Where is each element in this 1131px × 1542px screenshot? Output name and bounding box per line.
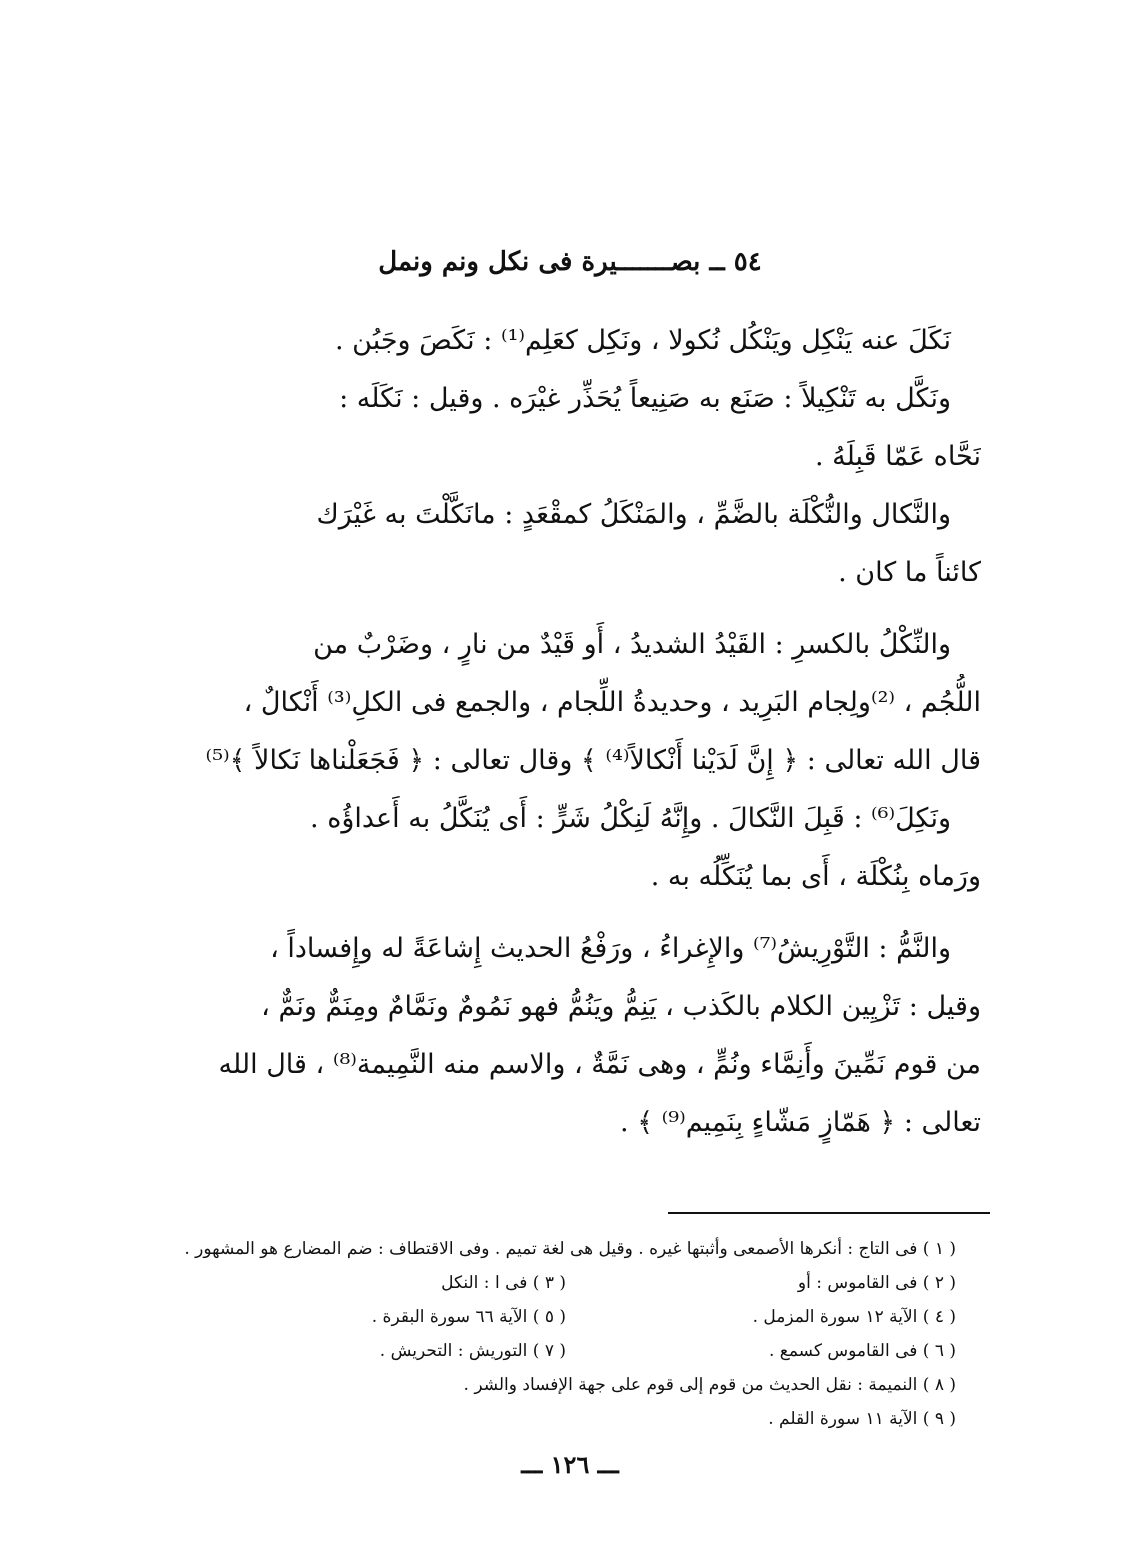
paragraph-line: نَحَّاه عَمّا قَبِلَهُ .: [814, 441, 981, 472]
footnote-7: ( ٧ ) التوريش : التحريش .: [379, 1341, 566, 1361]
footnote-row: [176, 1402, 956, 1436]
footnote-9: ( ٩ ) الآية ١١ سورة القلم .: [768, 1409, 956, 1429]
paragraph-line: ونَكَّل به تَنْكِيلاً : صَنَع به صَنِيعاً يُحَذِّر غيْرَه . وقيل : نَكَلَه :: [339, 383, 951, 414]
paragraph-line: اللُّجُم ، ⁽²⁾ولِجام البَرِيد ، وحديدةُ اللِّجام ، والجمع فى الكلِ⁽³⁾ أَنْكالٌ ،: [243, 687, 981, 718]
paragraph-line: قال الله تعالى : ﴿ إِنَّ لَدَيْنا أَنْكالاً⁽⁴⁾ ﴾ وقال تعالى : ﴿ فَجَعَلْناها نَكالاً ﴾⁽⁵⁾: [205, 745, 981, 776]
paragraph-line: ونَكِلَ⁽⁶⁾ : قَبِلَ النَّكالَ . وإِنَّهُ لَنِكْلُ شَرٍّ : أَى يُنَكَّلُ به أَعداؤُه .: [310, 803, 951, 834]
footnote-row: [176, 1334, 956, 1368]
footnote-5: ( ٥ ) الآية ٦٦ سورة البقرة .: [371, 1307, 566, 1327]
paragraph-line: كائناً ما كان .: [838, 557, 981, 588]
footnote-3: ( ٣ ) فى ا : النكل: [441, 1273, 566, 1293]
paragraph-line: نَكَلَ عنه يَنْكِل ويَنْكُل نُكولا ، ونَكِل كعَلِم⁽¹⁾ : نَكَصَ وجَبُن .: [335, 325, 951, 356]
footnote-6: ( ٦ ) فى القاموس كسمع .: [769, 1341, 956, 1361]
paragraph-line: ورَماه بِنُكْلَة ، أَى بما يُنَكِّلُه به .: [650, 861, 981, 892]
body-text: [136, 312, 981, 1152]
footnote-2: ( ٢ ) فى القاموس : أو: [797, 1273, 956, 1293]
footnote-row: [176, 1300, 956, 1334]
paragraph-line: والنَّمُّ : التَّوْرِيشُ⁽⁷⁾ والإِغراءُ ، ورَفْعُ الحديث إِشاعَةً له وإِفساداً ،: [270, 933, 951, 964]
footnote-8: ( ٨ ) النميمة : نقل الحديث من قوم إلى قوم على جهة الإفساد والشر .: [463, 1375, 956, 1395]
footnote-separator: [668, 1212, 990, 1214]
paragraph-line: وقيل : تَزْيِين الكلام بالكَذب ، يَنِمُّ ويَنُمُّ فهو نَمُومٌ ونَمَّامٌ ومِنَمٌّ ونَمٌّ ،: [261, 991, 981, 1022]
footnote-4: ( ٤ ) الآية ١٢ سورة المزمل .: [752, 1307, 956, 1327]
paragraph-line: والنِّكْلُ بالكسرِ : القَيْدُ الشديدُ ، أَو قَيْدٌ من نارٍ ، وضَرْبٌ من: [313, 629, 951, 660]
footnotes: [176, 1232, 956, 1436]
page-number: ـــ ١٢٦ ـــ: [521, 1450, 619, 1479]
paragraph-line: والنَّكال والنُّكْلَة بالضَّمِّ ، والمَنْكَلُ كمقْعَدٍ : مانَكَّلْتَ به غَيْرَك: [316, 499, 951, 530]
footnote-row: [176, 1266, 956, 1300]
footnote-row: [176, 1368, 956, 1402]
paragraph-line: من قوم نَمِّينَ وأَنِمَّاء ونُمٍّ ، وهى نَمَّةٌ ، والاسم منه النَّمِيمة⁽⁸⁾ ، قال الله: [218, 1049, 981, 1080]
running-head: ٥٤ ــ بصـــــــيرة فى نكل ونم ونمل: [378, 247, 762, 277]
paragraph-line: تعالى : ﴿ هَمّازٍ مَشّاءٍ بِنَمِيم⁽⁹⁾ ﴾ .: [620, 1107, 981, 1138]
footnote-row: [176, 1232, 956, 1266]
footnote-1: ( ١ ) فى التاج : أنكرها الأصمعى وأثبتها غيره . وقيل هى لغة تميم . وفى الاقتطاف : ضم المضارع هو المشهور .: [184, 1239, 956, 1259]
